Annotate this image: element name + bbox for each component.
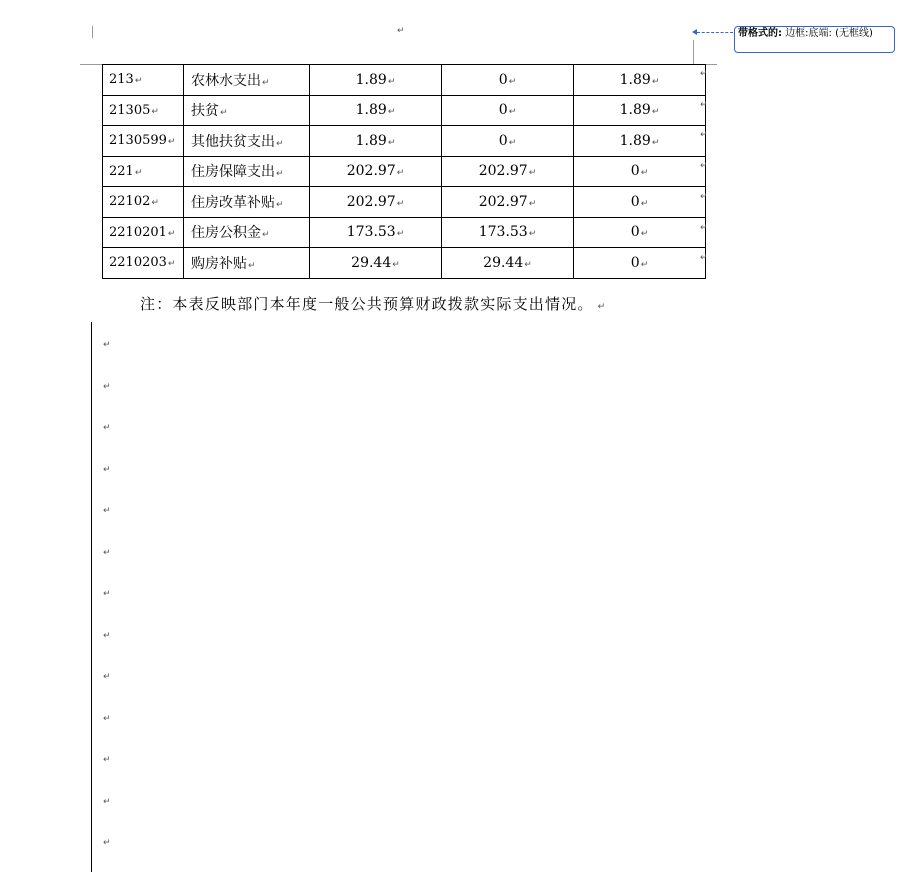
empty-paragraph-mark: ↵ [103,506,111,516]
value-cell-3-text: 0 [630,193,640,210]
value-cell-2-text: 0 [498,102,508,119]
cell-end-mark: ↵ [276,199,284,210]
value-cell-2 [442,95,574,126]
empty-paragraph-mark: ↵ [103,755,111,765]
page-corner-mark-top-left [92,26,93,38]
code-cell [103,126,184,157]
note-paragraph-mark: ↵ [597,302,607,312]
row-end-mark: ↵ [700,191,708,202]
table-row [103,126,706,157]
value-cell-3 [574,217,706,248]
value-cell-1-text: 173.53 [346,224,396,241]
page-corner-mark-top-right [693,40,694,64]
cell-end-mark: ↵ [508,107,517,118]
value-cell-2-text: 173.53 [478,224,528,241]
cell-end-mark: ↵ [276,169,284,180]
value-cell-3-text: 1.89 [619,102,651,119]
code-cell-text: 2130599 [109,133,167,149]
empty-paragraph-mark: ↵ [103,672,111,682]
value-cell-2 [442,248,574,279]
cell-end-mark: ↵ [167,259,176,270]
cell-end-mark: ↵ [640,168,649,179]
row-end-mark: ↵ [700,253,708,264]
empty-paragraph-mark: ↵ [103,589,111,599]
value-cell-2 [442,126,574,157]
name-cell [184,187,310,218]
code-cell [103,187,184,218]
table-row [103,248,706,279]
format-change-balloon[interactable] [734,26,895,53]
empty-paragraph-mark: ↵ [103,464,111,475]
row-end-mark: ↵ [700,130,708,141]
value-cell-1 [310,217,442,248]
empty-paragraph-mark: ↵ [103,547,111,558]
value-cell-3 [574,156,706,187]
value-cell-2 [442,217,574,248]
cell-end-mark: ↵ [151,106,159,117]
empty-paragraph-mark: ↵ [103,796,111,807]
value-cell-3-text: 0 [630,163,640,180]
table-row [103,187,706,218]
cell-end-mark: ↵ [651,107,660,118]
name-cell-text: 住房公积金 [191,225,261,242]
table-row [103,95,706,126]
code-cell [103,156,184,187]
cell-end-mark: ↵ [640,198,649,209]
cell-end-mark: ↵ [528,168,537,179]
table-note-text: 注：本表反映部门本年度一般公共预算财政拨款实际支出情况。 [140,295,594,313]
cell-end-mark: ↵ [528,229,537,240]
code-cell-text: 22102 [109,194,151,210]
value-cell-2-text: 202.97 [478,163,528,180]
value-cell-1 [310,126,442,157]
value-cell-1-text: 29.44 [351,254,392,271]
name-cell-text: 农林水支出 [191,72,261,89]
cell-end-mark: ↵ [134,76,143,87]
empty-paragraph-mark: ↵ [103,340,111,350]
value-cell-1-text: 202.97 [346,193,396,210]
cell-end-mark: ↵ [134,167,143,178]
code-cell-text: 213 [109,72,134,88]
name-cell-text: 其他扶贫支出 [191,133,275,150]
name-cell-text: 扶贫 [191,103,219,120]
code-cell [103,95,184,126]
code-cell-text: 21305 [109,102,151,118]
comment-label: 带格式的: [738,28,782,39]
value-cell-3 [574,95,706,126]
cell-end-mark: ↵ [528,198,537,209]
value-cell-3-text: 0 [630,224,640,241]
cell-end-mark: ↵ [651,137,660,148]
cell-end-mark: ↵ [262,230,270,241]
cell-end-mark: ↵ [262,77,270,88]
empty-paragraph-mark: ↵ [103,630,111,641]
code-cell [103,248,184,279]
cell-end-mark: ↵ [640,229,649,240]
row-end-mark: ↵ [700,69,708,79]
table-row [103,217,706,248]
value-cell-3-text: 1.89 [619,71,651,88]
empty-paragraph-mark: ↵ [103,713,111,724]
cell-end-mark: ↵ [151,198,159,209]
value-cell-3 [574,65,706,96]
code-cell-text: 221 [109,163,134,179]
cell-end-mark: ↵ [387,76,396,87]
cell-end-mark: ↵ [651,76,660,87]
value-cell-1 [310,95,442,126]
cell-end-mark: ↵ [167,228,176,239]
code-cell-text: 2210203 [109,255,167,271]
cell-end-mark: ↵ [387,107,396,118]
cell-end-mark: ↵ [392,259,400,270]
left-margin-line [91,322,92,872]
empty-paragraph-mark: ↵ [103,423,111,433]
name-cell [184,126,310,157]
value-cell-1-text: 202.97 [346,163,396,180]
value-cell-3-text: 0 [630,254,640,271]
comment-text: 边框:底端: (无框线) [785,28,873,39]
cell-end-mark: ↵ [508,137,517,148]
row-end-mark: ↵ [700,161,708,172]
name-cell-text: 住房保障支出 [191,164,275,181]
value-cell-1-text: 1.89 [355,132,387,149]
cell-end-mark: ↵ [396,168,405,179]
name-cell [184,217,310,248]
cell-end-mark: ↵ [396,229,405,240]
value-cell-1 [310,65,442,96]
value-cell-1-text: 1.89 [355,71,387,88]
row-end-mark: ↵ [700,222,708,233]
cell-end-mark: ↵ [220,108,228,119]
row-end-mark: ↵ [700,99,708,110]
cell-end-mark: ↵ [248,260,256,271]
value-cell-3 [574,126,706,157]
code-cell-text: 2210201 [109,224,167,240]
cell-end-mark: ↵ [387,137,396,148]
cell-end-mark: ↵ [524,259,532,270]
value-cell-1 [310,248,442,279]
comment-leader-line [697,32,733,33]
table-row [103,65,706,96]
value-cell-2 [442,187,574,218]
value-cell-3 [574,248,706,279]
empty-paragraph-mark: ↵ [103,381,111,392]
value-cell-2-text: 202.97 [478,193,528,210]
value-cell-2-text: 29.44 [483,254,524,271]
value-cell-1 [310,187,442,218]
expenditure-table [102,64,706,279]
table-note [140,293,606,314]
name-cell [184,156,310,187]
empty-paragraph-mark: ↵ [103,838,111,848]
cell-end-mark: ↵ [508,76,517,87]
cell-end-mark: ↵ [396,198,405,209]
value-cell-2 [442,156,574,187]
code-cell [103,65,184,96]
table-row [103,156,706,187]
value-cell-1 [310,156,442,187]
cell-end-mark: ↵ [167,137,176,148]
value-cell-2-text: 0 [498,71,508,88]
name-cell [184,65,310,96]
header-paragraph-mark: ↵ [397,26,405,36]
name-cell [184,248,310,279]
value-cell-1-text: 1.89 [355,102,387,119]
value-cell-3-text: 1.89 [619,132,651,149]
value-cell-2 [442,65,574,96]
name-cell-text: 购房补贴 [191,255,247,272]
name-cell [184,95,310,126]
cell-end-mark: ↵ [276,138,284,149]
name-cell-text: 住房改革补贴 [191,194,275,211]
value-cell-3 [574,187,706,218]
cell-end-mark: ↵ [640,259,649,270]
code-cell [103,217,184,248]
value-cell-2-text: 0 [498,132,508,149]
